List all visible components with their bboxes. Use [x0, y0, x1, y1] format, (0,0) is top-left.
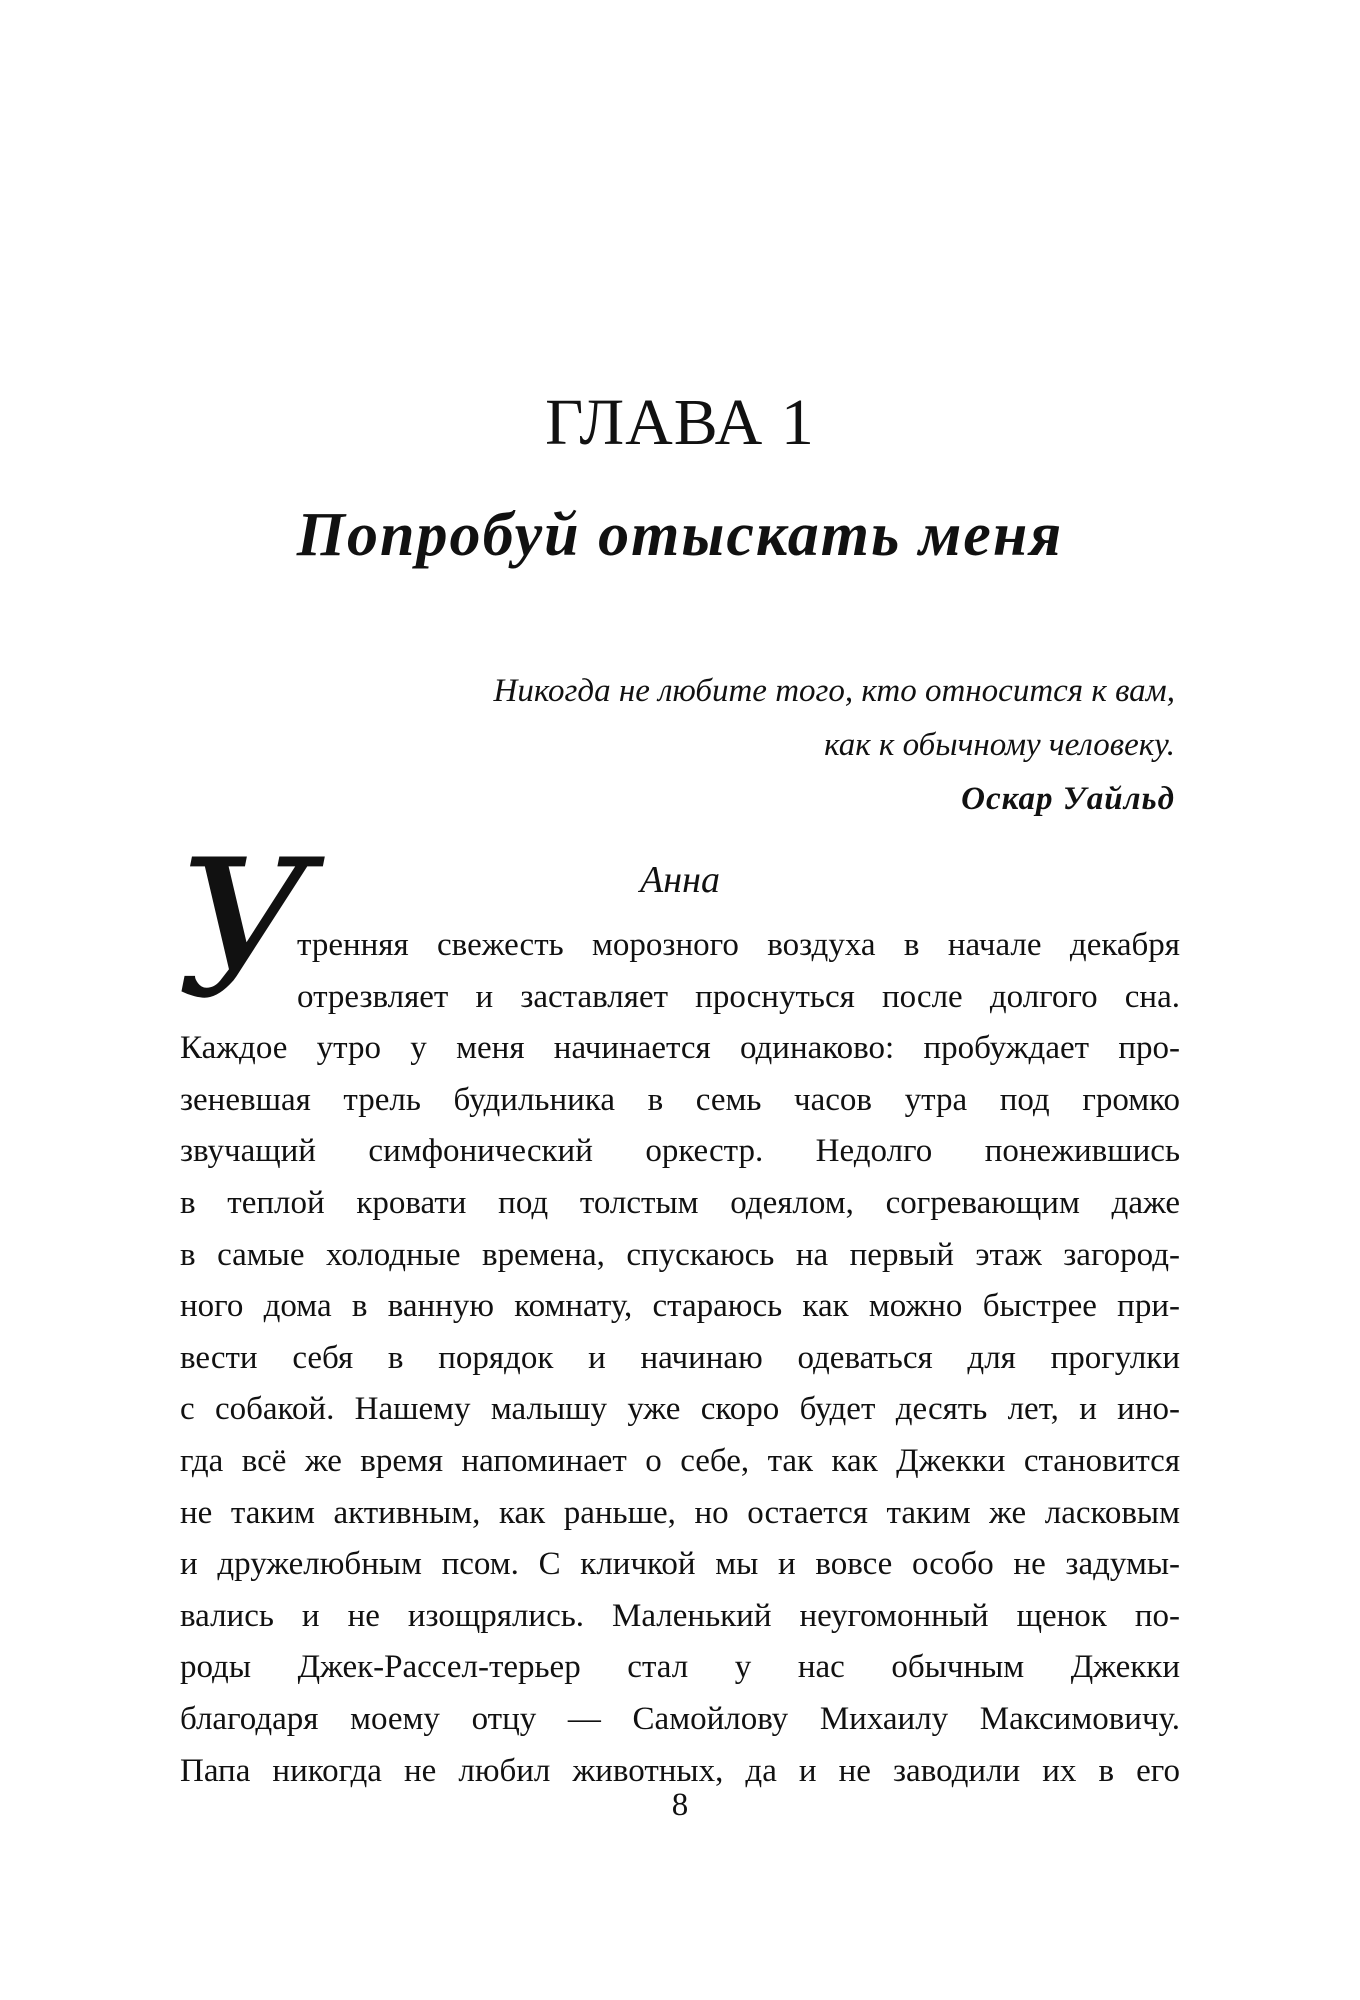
body-line: вались и не изощрялись. Маленький неугомонный щенок по- [180, 1597, 1180, 1634]
body-line: ного дома в ванную комнату, стараюсь как можно быстрее при- [180, 1288, 1180, 1325]
page-number: 8 [671, 1787, 689, 1823]
narrator-name: Анна [640, 859, 720, 901]
epigraph-author: Оскар Уайльд [961, 781, 1175, 817]
epigraph-line: Никогда не любите того, кто относится к вам, [493, 673, 1175, 709]
body-line: зеневшая трель будильника в семь часов утра под громко [180, 1081, 1180, 1118]
body-line: Папа никогда не любил животных, да и не заводили их в его [180, 1752, 1180, 1789]
body-line: не таким активным, как раньше, но остается таким же ласковым [180, 1494, 1180, 1531]
body-line: отрезвляет и заставляет проснуться после долгого сна. [297, 978, 1180, 1015]
chapter-number: ГЛАВА 1 [545, 386, 815, 459]
body-line: с собакой. Нашему малышу уже скоро будет десять лет, и ино- [180, 1391, 1180, 1428]
epigraph [494, 664, 1175, 826]
body-line: и дружелюбным псом. С кличкой мы и вовсе особо не задумы- [180, 1546, 1180, 1583]
body-line: гда всё же время напоминает о себе, так как Джекки становится [180, 1442, 1180, 1479]
drop-cap: У [176, 819, 314, 1040]
body-line: тренняя свежесть морозного воздуха в начале декабря [297, 927, 1180, 963]
body-line: в теплой кровати под толстым одеялом, согревающим даже [180, 1184, 1180, 1221]
body-line: роды Джек-Рассел-терьер стал у нас обычным Джекки [180, 1649, 1180, 1686]
epigraph-line: как к обычному человеку. [824, 727, 1175, 763]
body-line: благодаря моему отцу — Самойлову Михаилу Максимовичу. [180, 1700, 1180, 1737]
body-line: в самые холодные времена, спускаюсь на первый этаж загород- [180, 1236, 1180, 1273]
body-line: звучащий симфонический оркестр. Недолго понежившись [180, 1133, 1180, 1170]
body-line: Каждое утро у меня начинается одинаково: пробуждает про- [180, 1030, 1180, 1067]
chapter-title: Попробуй отыскать меня [296, 501, 1064, 569]
body-line: вести себя в порядок и начинаю одеваться для прогулки [180, 1339, 1180, 1376]
body-text [180, 920, 1180, 1797]
